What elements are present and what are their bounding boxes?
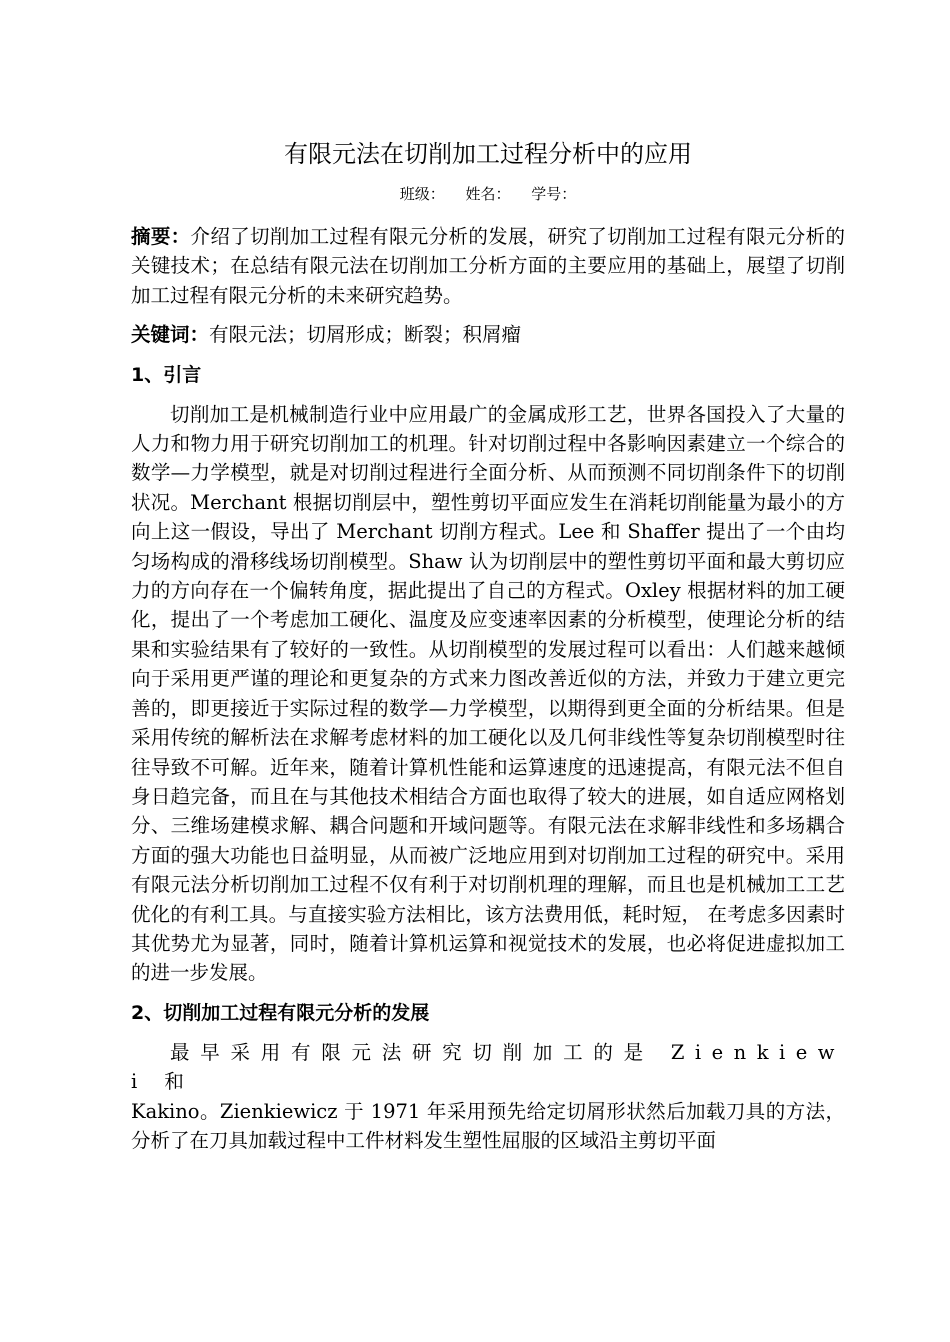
section-1-body: 切削加工是机械制造行业中应用最广的金属成形工艺，世界各国投入了大量的人力和物力用于研究切削加工的机理。针对切削过程中各影响因素建立一个综合的数学—力学模型，就是对切削过程进行全面分析、从而预测不同切削条件下的切削状况。Merchant 根据切削层中，塑性剪切平面应发生在消耗切削能量为最小的方向上这一假设，导出了 Merchant 切削方程式。Lee 和 Shaffer 提出了一个由均匀场构成的滑移线场切削模型。Shaw 认为切削层中的塑性剪切平面和最大剪切应力的方向存在一个偏转角度，据此提出了自己的方程式。Oxley 根据材料的加工硬化，提出了一个考虑加工硬化、温度及应变速率因素的分析模型，使理论分析的结果和实验结果有了较好的一致性。从切削模型的发展过程可以看出：人们越来越倾向于采用更严谨的理论和更复杂的方式来力图改善近似的方法，并致力于建立更完善的，即更接近于实际过程的数学—力学模型，以期得到更全面的分析结果。但是采用传统的解析法在求解考虑材料的加工硬化以及几何非线性等复杂切削模型时往往导致不可解。近年来，随着计算机性能和运算速度的迅速提高，有限元法不但自身日趋完备，而且在与其他技术相结合方面也取得了较大的进展，如自适应网格划分、三维场建模求解、耦合问题和开域问题等。有限元法在求解非线性和多场耦合方面的强大功能也日益明显，从而被广泛地应用到对切削加工过程的研究中。采用有限元法分析切削加工过程不仅有利于对切削机理的理解，而且也是机械加工工艺优化的有利工具。与直接实验方法相比，该方法费用低，耗时短， 在考虑多因素时其优势尤为显著，同时，随着计算机运算和视觉技术的发展，也必将促进虚拟加工的进一步发展。 — [131, 402, 845, 985]
document-page — [131, 136, 845, 1155]
document-title: 有限元法在切削加工过程分析中的应用 — [284, 140, 692, 168]
section-2-first-line: 最早采用有限元法研究切削加工的是 Zienkiewi 和 — [131, 1040, 845, 1094]
section-2-body — [131, 1038, 845, 1156]
section-2-text: Kakino。Zienkiewicz 于 1971 年采用预先给定切屑形状然后加载刀具的方法，分析了在刀具加载过程中工件材料发生塑性屈服的区域沿主剪切平面 — [131, 1099, 845, 1152]
keywords — [131, 320, 845, 349]
section-1-heading: 1、引言 — [131, 363, 202, 386]
abstract — [131, 222, 845, 310]
name-label: 姓名： — [465, 185, 511, 203]
section-2-heading: 2、切削加工过程有限元分析的发展 — [131, 1001, 430, 1024]
abstract-text: 介绍了切削加工过程有限元分析的发展，研究了切削加工过程有限元分析的关键技术；在总结有限元法在切削加工分析方面的主要应用的基础上，展望了切削加工过程有限元分析的未来研究趋势。 — [131, 225, 845, 307]
keywords-text: 有限元法；切屑形成；断裂；积屑瘤 — [209, 323, 522, 347]
class-label: 班级： — [399, 185, 445, 203]
keywords-label: 关键词： — [131, 323, 210, 347]
abstract-label: 摘要： — [131, 225, 191, 248]
student-id-label: 学号： — [531, 185, 577, 203]
author-info-line — [131, 182, 845, 206]
